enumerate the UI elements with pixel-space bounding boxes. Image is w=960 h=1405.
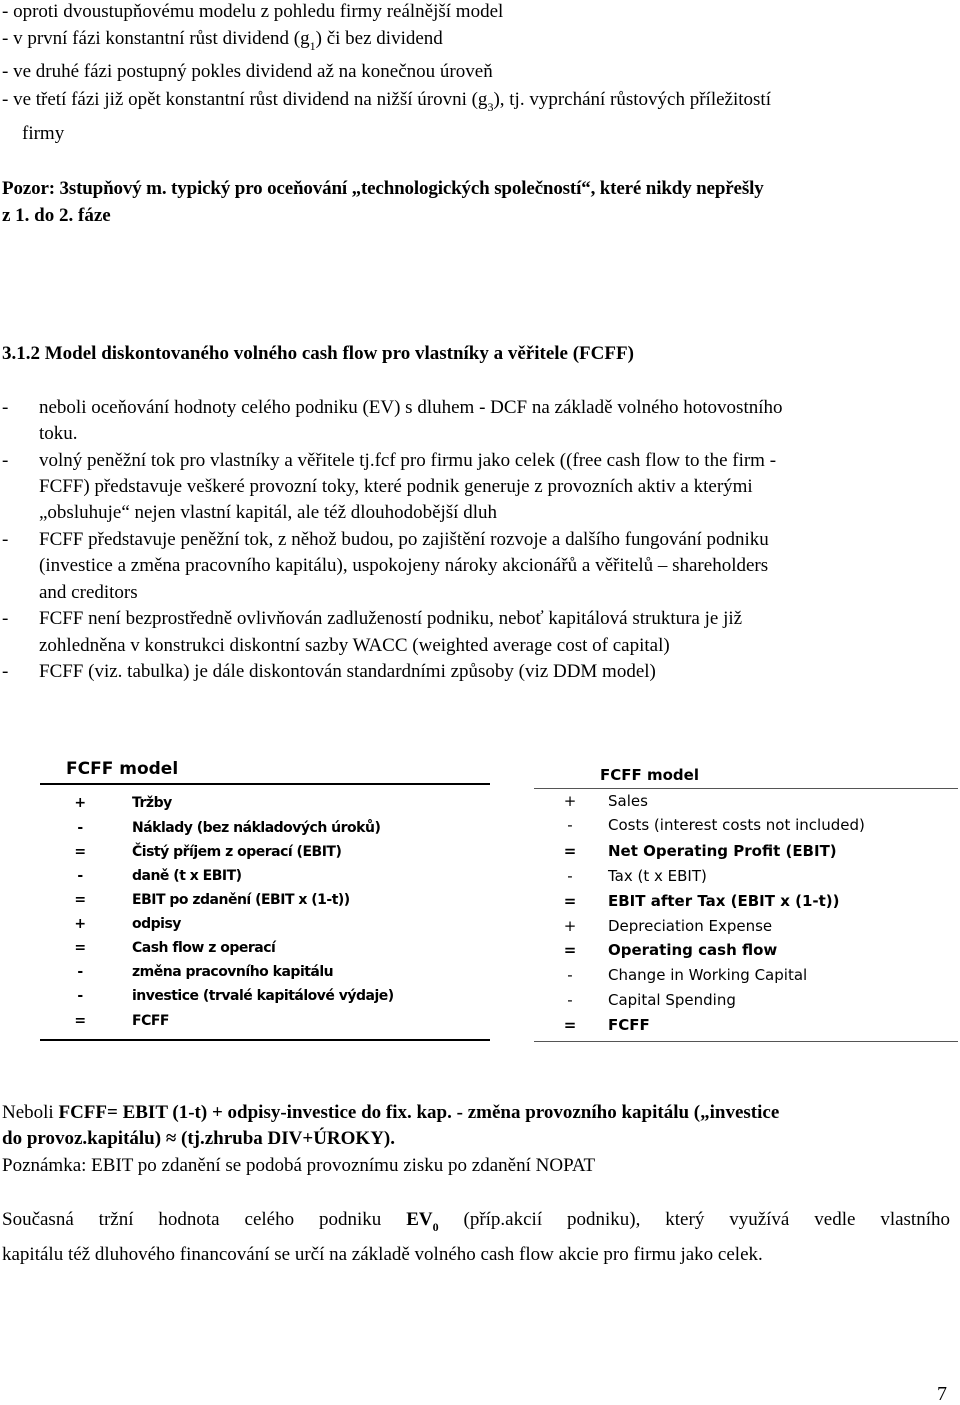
- row-label: Tržby: [132, 795, 172, 811]
- page-number: 7: [937, 1383, 947, 1405]
- bullet-text: zohledněna v konstrukci diskontní sazby WACC (weighted average cost of capital): [39, 635, 670, 656]
- note: Poznámka: EBIT po zdanění se podobá provoznímu zisku po zdanění NOPAT: [2, 1155, 596, 1176]
- row-sign: =: [74, 892, 86, 908]
- list-line: - oproti dvoustupňovému modelu z pohledu firmy reálnější model: [2, 1, 504, 22]
- subscript: 0: [432, 1220, 439, 1234]
- table-rule: [534, 1041, 958, 1042]
- row-sign: +: [563, 792, 577, 810]
- bullet-text: neboli oceňování hodnoty celého podniku (EV) s dluhem - DCF na základě volného hotovostního: [39, 397, 783, 418]
- row-sign: =: [563, 1016, 577, 1034]
- row-label: daně (t x EBIT): [132, 868, 242, 884]
- bullet-dash: -: [2, 450, 9, 471]
- table-title: FCFF model: [600, 766, 699, 784]
- fcff-table-en: [534, 762, 958, 1044]
- bullet-text: and creditors: [39, 582, 138, 603]
- list-line: - ve druhé fázi postupný pokles dividend až na konečnou úroveň: [2, 61, 493, 82]
- bullet-dash: -: [2, 397, 9, 418]
- bullet-text: toku.: [39, 423, 78, 444]
- row-sign: =: [74, 1013, 86, 1029]
- row-label: Costs (interest costs not included): [608, 816, 865, 834]
- row-sign: +: [74, 795, 86, 811]
- row-sign: =: [563, 941, 577, 959]
- bullet-text: FCFF (viz. tabulka) je dále diskontován standardními způsoby (viz DDM model): [39, 661, 656, 682]
- subscript: 3: [487, 100, 494, 114]
- row-label: Čistý příjem z operací (EBIT): [132, 844, 342, 860]
- row-sign: =: [563, 892, 577, 910]
- table-rule: [40, 783, 490, 785]
- text: ) či bez dividend: [315, 28, 443, 49]
- text: ), tj. vyprchání růstových příležitostí: [493, 89, 771, 110]
- row-label: Depreciation Expense: [608, 917, 773, 935]
- row-label: FCFF: [132, 1013, 169, 1029]
- table-title: FCFF model: [66, 759, 179, 779]
- bullet-text: FCFF představuje peněžní tok, z něhož budou, po zajištění rozvoje a dalšího fungování podniku: [39, 529, 769, 550]
- row-label: Net Operating Profit (EBIT): [608, 842, 837, 860]
- list-line: [2, 28, 443, 53]
- text: - ve třetí fázi již opět konstantní růst dividend na nižší úrovni (g: [2, 89, 488, 110]
- bullet-text: FCFF) představuje veškeré provozní toky, které podnik generuje z provozních aktiv a kterými: [39, 476, 753, 497]
- row-sign: -: [567, 966, 573, 984]
- text: Současná tržní hodnota celého podniku: [2, 1209, 407, 1230]
- row-label: EBIT after Tax (EBIT x (1-t)): [608, 892, 840, 910]
- warning-text: Pozor: 3stupňový m. typický pro oceňování „technologických společností“, které nikdy nepřešly: [2, 178, 764, 199]
- bullet-dash: -: [2, 661, 9, 682]
- formula-line: do provoz.kapitálu) ≈ (tj.zhruba DIV+ÚROKY).: [2, 1128, 396, 1149]
- row-sign: -: [77, 988, 83, 1004]
- row-sign: =: [74, 844, 86, 860]
- row-label: změna pracovního kapitálu: [132, 964, 334, 980]
- text: (příp.akcií podniku), který využívá vedle vlastního: [438, 1209, 950, 1230]
- row-label: Sales: [608, 792, 648, 810]
- row-label: odpisy: [132, 916, 181, 932]
- subscript: 1: [309, 39, 316, 53]
- row-label: Change in Working Capital: [608, 966, 808, 984]
- section-heading: 3.1.2 Model diskontovaného volného cash flow pro vlastníky a věřitele (FCFF): [2, 343, 634, 364]
- row-sign: +: [563, 917, 577, 935]
- bullet-dash: -: [2, 608, 9, 629]
- row-label: FCFF: [608, 1016, 650, 1034]
- warning-text: z 1. do 2. fáze: [2, 205, 111, 226]
- row-label: Capital Spending: [608, 991, 736, 1009]
- bullet-text: volný peněžní tok pro vlastníky a věřitele tj.fcf pro firmu jako celek ((free cash flow to the firm -: [39, 450, 777, 471]
- row-sign: +: [74, 916, 86, 932]
- text: - v první fázi konstantní růst dividend (g: [2, 28, 310, 49]
- table-rule: [534, 788, 958, 789]
- row-sign: =: [563, 842, 577, 860]
- formula-line: [2, 1103, 779, 1122]
- fcff-table-cz: [40, 755, 490, 1045]
- bullet-dash: -: [2, 529, 9, 550]
- bullet-text: (investice a změna pracovního kapitálu), uspokojeny nároky akcionářů a věřitelů – shareholders: [39, 555, 769, 576]
- bullet-text: FCFF není bezprostředně ovlivňován zadlužeností podniku, neboť kapitálová struktura je již: [39, 608, 743, 629]
- row-sign: =: [74, 940, 86, 956]
- list-line: firmy: [22, 123, 65, 144]
- ev-paragraph-line: [2, 1209, 950, 1234]
- bullet-text: „obsluhuje“ nejen vlastní kapitál, ale též dlouhodobější dluh: [39, 502, 497, 523]
- list-line: [2, 89, 771, 114]
- ev-symbol: EV: [406, 1209, 433, 1230]
- row-sign: -: [567, 816, 573, 834]
- table-rule: [40, 1039, 490, 1041]
- row-label: Tax (t x EBIT): [608, 867, 707, 885]
- row-sign: -: [567, 867, 573, 885]
- row-label: Operating cash flow: [608, 941, 778, 959]
- row-sign: -: [77, 964, 83, 980]
- text: Neboli: [2, 1102, 59, 1123]
- row-sign: -: [77, 868, 83, 884]
- row-sign: -: [77, 820, 83, 836]
- ev-paragraph-line: kapitálu též dluhového financování se určí na základě volného cash flow akcie pro firmu jako celek.: [2, 1244, 763, 1265]
- row-label: investice (trvalé kapitálové výdaje): [132, 988, 394, 1004]
- row-label: Cash flow z operací: [132, 940, 276, 956]
- row-sign: -: [567, 991, 573, 1009]
- row-label: EBIT po zdanění (EBIT x (1-t)): [132, 892, 350, 908]
- row-label: Náklady (bez nákladových úroků): [132, 820, 381, 836]
- formula-text: FCFF= EBIT (1-t) + odpisy-investice do fix. kap. - změna provozního kapitálu („investice: [58, 1102, 780, 1123]
